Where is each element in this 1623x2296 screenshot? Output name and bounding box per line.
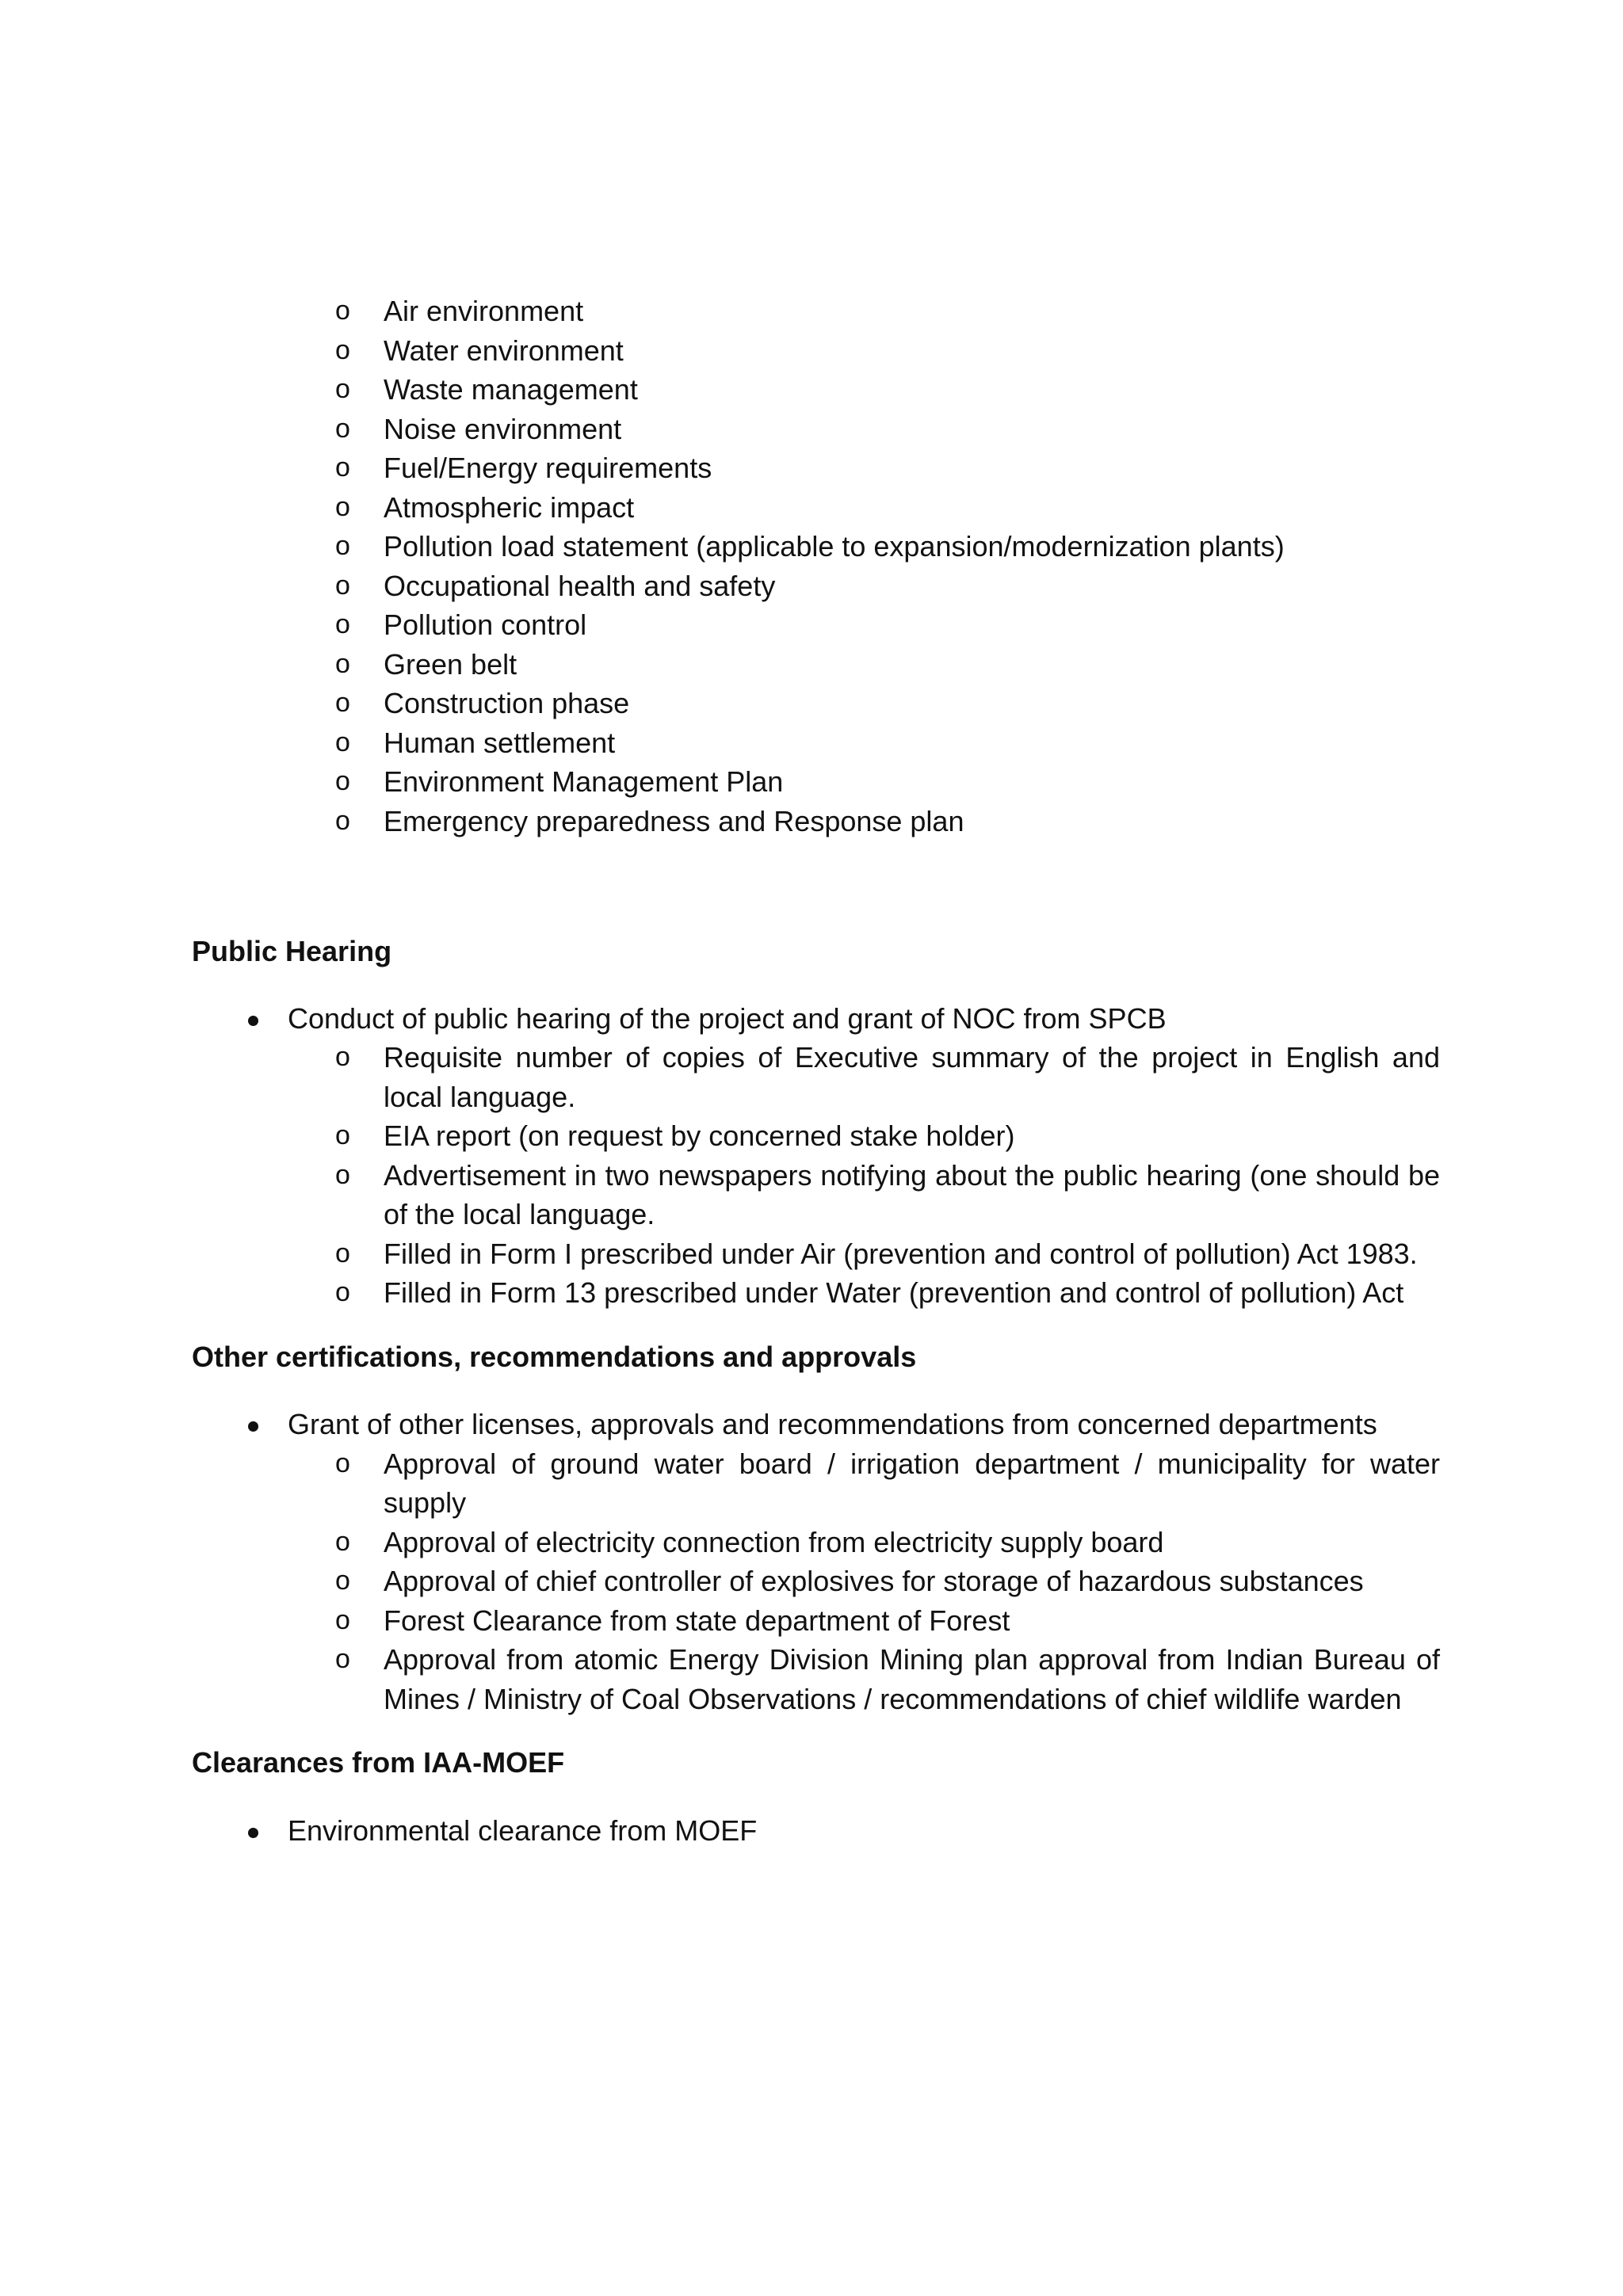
list-item-text: Filled in Form 13 prescribed under Water (prevention and control of pollution) Act (384, 1276, 1404, 1309)
list-item-text: Approval from atomic Energy Division Mining plan approval from Indian Bureau of Mines / Ministry of Coal Observations / recommendations of chief wildlife warden (384, 1643, 1440, 1715)
hollow-bullet-icon: o (335, 1526, 350, 1557)
hollow-bullet-icon: o (335, 688, 350, 718)
hollow-bullet-icon: o (335, 491, 350, 522)
list-item (192, 1234, 1440, 1274)
list-item-text: Construction phase (384, 687, 630, 719)
other-certifications-sub-list (192, 1444, 1440, 1719)
hollow-bullet-icon: o (335, 452, 350, 482)
list-item-text: Pollution load statement (applicable to expansion/modernization plants) (384, 530, 1285, 563)
list-item-text: Occupational health and safety (384, 569, 776, 602)
list-item-text: Waste management (384, 373, 638, 406)
hollow-bullet-icon: o (335, 1644, 350, 1674)
list-item-text: Environment Management Plan (384, 765, 784, 798)
list-item (192, 292, 1440, 331)
hollow-bullet-icon: o (335, 648, 350, 679)
list-item (192, 527, 1440, 566)
list-item (192, 723, 1440, 763)
public-hearing-sub-list (192, 1038, 1440, 1313)
list-item-text: Air environment (384, 295, 584, 327)
list-item (192, 370, 1440, 410)
list-item-text: Grant of other licenses, approvals and recommendations from concerned departments (288, 1408, 1377, 1440)
hollow-bullet-icon: o (335, 296, 350, 326)
hollow-bullet-icon: o (335, 374, 350, 404)
list-item-text: Environmental clearance from MOEF (288, 1814, 758, 1847)
list-item (192, 802, 1440, 841)
document-content (192, 292, 1440, 1850)
filled-bullet-icon (248, 1421, 258, 1432)
list-item-text: Filled in Form I prescribed under Air (prevention and control of pollution) Act 1983. (384, 1237, 1418, 1270)
hollow-bullet-icon: o (335, 1120, 350, 1150)
hollow-bullet-icon: o (335, 609, 350, 639)
section-heading-public-hearing: Public Hearing (192, 935, 392, 967)
section-heading-other-certifications: Other certifications, recommendations and approvals (192, 1340, 917, 1373)
list-item-text: Approval of chief controller of explosives for storage of hazardous substances (384, 1565, 1364, 1597)
hollow-bullet-icon: o (335, 1566, 350, 1596)
list-item-text: Pollution control (384, 608, 587, 641)
list-item-text: Approval of electricity connection from electricity supply board (384, 1525, 1164, 1558)
list-item (192, 566, 1440, 606)
hollow-bullet-icon: o (335, 1277, 350, 1307)
list-item-text: Water environment (384, 334, 624, 367)
list-item-text: Fuel/Energy requirements (384, 452, 712, 484)
section-heading-iaa-moef: Clearances from IAA-MOEF (192, 1746, 565, 1779)
list-item-text: Conduct of public hearing of the project and grant of NOC from SPCB (288, 1001, 1167, 1035)
list-item (192, 1523, 1440, 1562)
hollow-bullet-icon: o (335, 334, 350, 365)
list-item (192, 999, 1440, 1313)
list-item (192, 684, 1440, 723)
filled-bullet-icon (248, 1016, 258, 1026)
list-item (192, 1116, 1440, 1156)
list-item (192, 331, 1440, 371)
hollow-bullet-icon: o (335, 727, 350, 757)
list-item-text: Emergency preparedness and Response plan (384, 804, 964, 837)
list-item (192, 1562, 1440, 1601)
hollow-bullet-icon: o (335, 570, 350, 601)
list-item-text: EIA report (on request by concerned stake holder) (384, 1119, 1015, 1152)
list-item (192, 762, 1440, 802)
list-item-text: Green belt (384, 647, 517, 681)
environment-aspects-list (192, 292, 1440, 841)
list-item (192, 1601, 1440, 1641)
hollow-bullet-icon: o (335, 1159, 350, 1190)
list-item-text: Approval of ground water board / irrigation department / municipality for water supply (384, 1447, 1440, 1519)
hollow-bullet-icon: o (335, 766, 350, 796)
other-certifications-list (192, 1405, 1440, 1718)
hollow-bullet-icon: o (335, 805, 350, 836)
list-item (192, 1156, 1440, 1234)
list-item (192, 1405, 1440, 1718)
hollow-bullet-icon: o (335, 1238, 350, 1268)
list-item-text: Forest Clearance from state department of Forest (384, 1604, 1010, 1637)
list-item (192, 1640, 1440, 1718)
filled-bullet-icon (248, 1828, 258, 1838)
list-item (192, 410, 1440, 449)
list-item (192, 645, 1440, 685)
iaa-moef-list (192, 1811, 1440, 1851)
list-item-text: Atmospheric impact (384, 490, 635, 524)
list-item (192, 448, 1440, 488)
list-item (192, 1038, 1440, 1116)
list-item-text: Human settlement (384, 726, 616, 759)
list-item (192, 1444, 1440, 1523)
public-hearing-list (192, 999, 1440, 1313)
list-item (192, 605, 1440, 645)
list-item (192, 488, 1440, 528)
list-item (192, 1273, 1440, 1313)
hollow-bullet-icon: o (335, 1042, 350, 1072)
hollow-bullet-icon: o (335, 1447, 350, 1478)
list-item (192, 1811, 1440, 1851)
list-item-text: Advertisement in two newspapers notifying about the public hearing (one should be of the local language. (384, 1158, 1440, 1230)
hollow-bullet-icon: o (335, 1604, 350, 1635)
hollow-bullet-icon: o (335, 531, 350, 561)
list-item-text: Requisite number of copies of Executive summary of the project in English and local language. (384, 1041, 1440, 1113)
hollow-bullet-icon: o (335, 413, 350, 444)
list-item-text: Noise environment (384, 412, 622, 445)
